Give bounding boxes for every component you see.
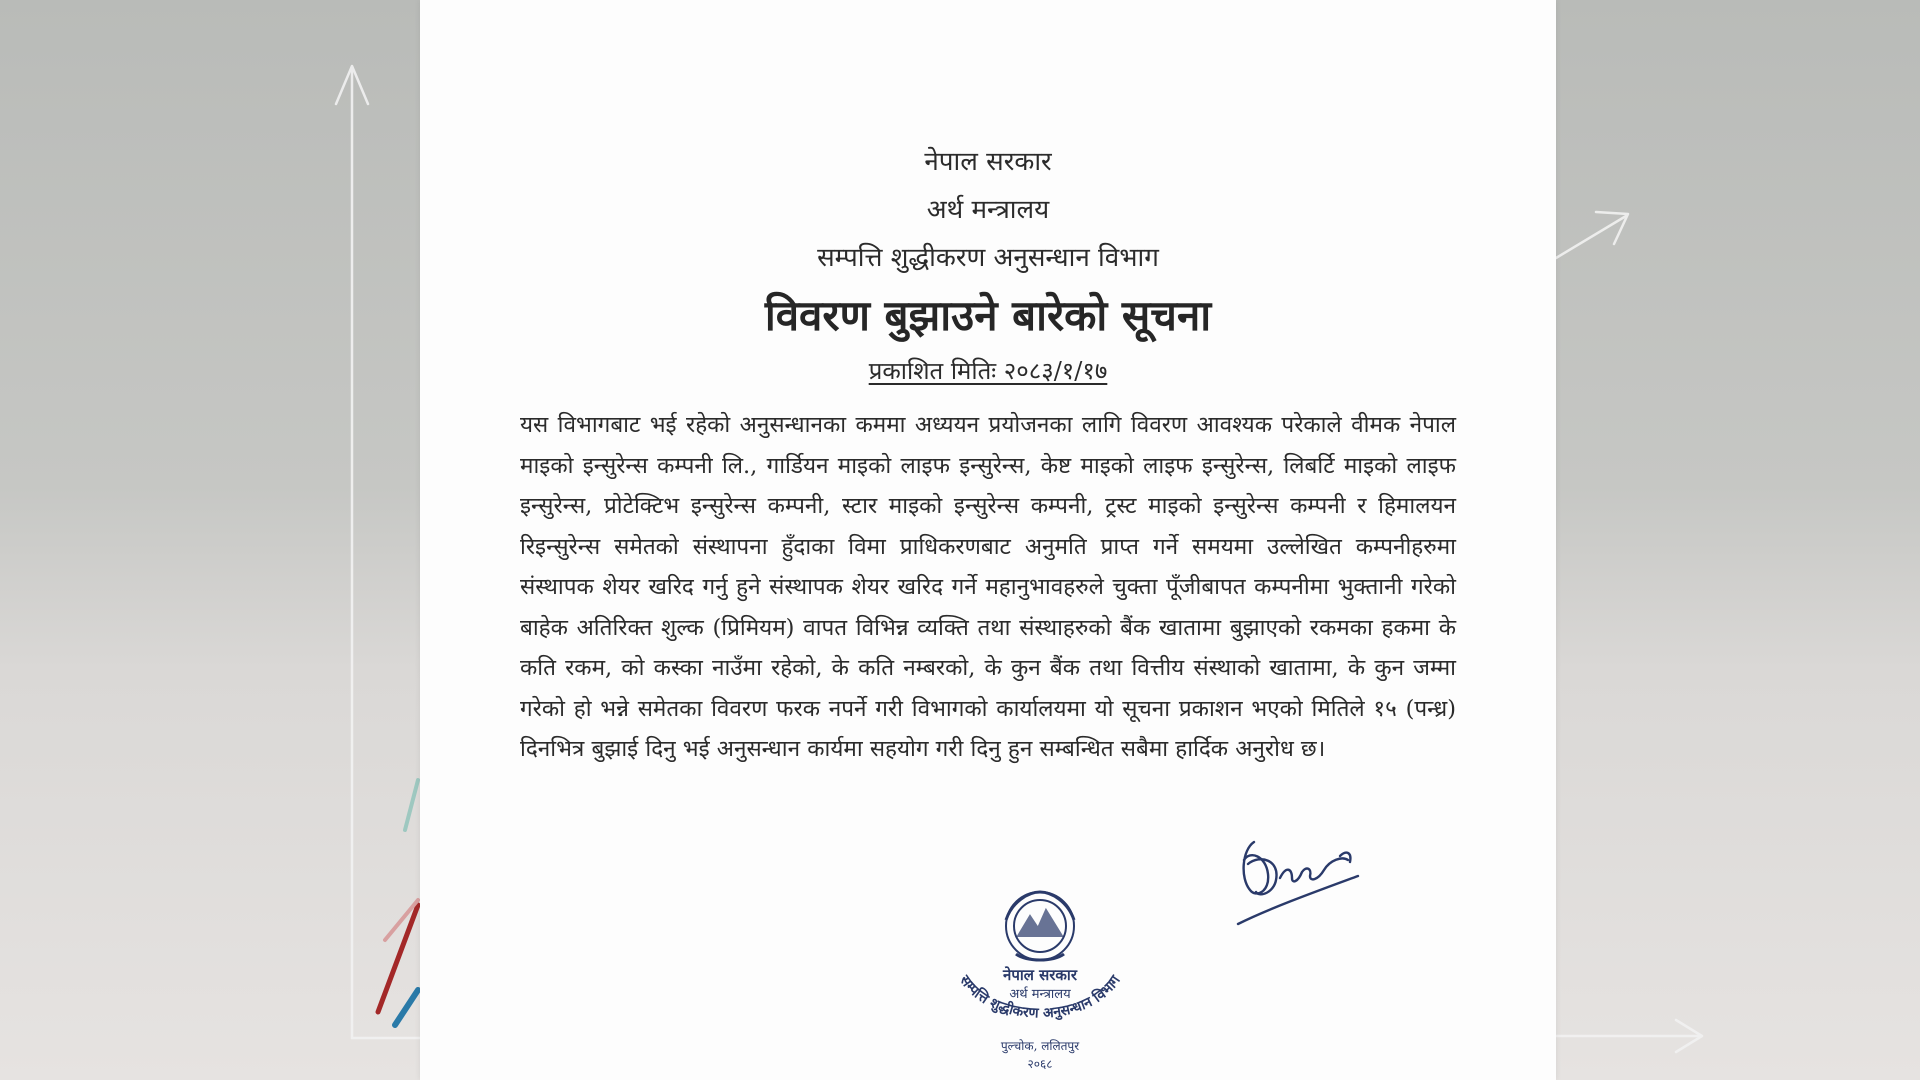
deco-arrow-right-top (1556, 216, 1626, 258)
deco-teal-stroke (405, 780, 418, 830)
publication-date-text: प्रकाशित मितिः २०८३/१/१७ (868, 357, 1108, 385)
seal-text-department: सम्पत्ति शुद्धीकरण अनुसन्धान विभाग (956, 972, 1124, 1022)
department-seal (920, 880, 1160, 1080)
header-ministry: अर्थ मन्त्रालय (926, 195, 1050, 225)
header-department: सम्पत्ति शुद्धीकरण अनुसन्धान विभाग (817, 243, 1159, 273)
notice-body: यस विभागबाट भई रहेको अनुसन्धानका कममा अध्ययन प्रयोजनका लागि विवरण आवश्यक परेकाले वीमक नेपाल माइको इन्सुरेन्स कम्पनी लि., गार्डियन माइको लाइफ इन्सुरेन्स, केष्ट माइको लाइफ इन्सुरेन्स, लिबर्टि माइको लाइफ इन्सुरेन्स, प्रोटेक्टिभ इन्सुरेन्स कम्पनी, स्टार माइको इन्सुरेन्स कम्पनी, ट्रस्ट माइको इन्सुरेन्स कम्पनी र हिमालयन रिइन्सुरेन्स समेतको संस्थापना हुँदाका विमा प्राधिकरणबाट अनुमति प्राप्त गर्ने समयमा उल्लेखित कम्पनीहरुमा संस्थापक शेयर खरिद गर्नु हुने संस्थापक शेयर खरिद गर्ने महानुभावहरुले चुक्ता पूँजीबापत कम्पनीमा भुक्तानी गरेको बाहेक अतिरिक्त शुल्क (प्रिमियम) वापत विभिन्न व्यक्ति तथा संस्थाहरुको बैंक खातामा बुझाएको रकमका हकमा के कति रकम, को कस्का नाउँमा रहेको, के कति नम्बरको, के कुन बैंक तथा वित्तीय संस्थाको खातामा, के कुन जम्मा गरेको हो भन्ने समेतका विवरण फरक नपर्ने गरी विभागको कार्यालयमा यो सूचना प्रकाशन भएको मितिले १५ (पन्ध्र) दिनभित्र बुझाई दिनु भई अनुसन्धान कार्यमा सहयोग गरी दिनु हुन सम्बन्धित सबैमा हार्दिक अनुरोध छ। (520, 412, 1456, 762)
seal-text-address: पुल्चोक, ललितपुर (1000, 1039, 1080, 1053)
seal-text-year: २०६८ (1027, 1057, 1053, 1071)
deco-blue-stroke (395, 990, 418, 1025)
publication-date (420, 356, 1556, 386)
seal-text-government: नेपाल सरकार (1003, 966, 1077, 984)
signature (1220, 820, 1370, 930)
header-government: नेपाल सरकार (924, 147, 1052, 177)
notice-title: विवरण बुझाउने बारेको सूचना (764, 291, 1212, 340)
notice-document (420, 0, 1556, 1080)
seal-text-ministry: अर्थ मन्त्रालय (1009, 987, 1071, 1002)
